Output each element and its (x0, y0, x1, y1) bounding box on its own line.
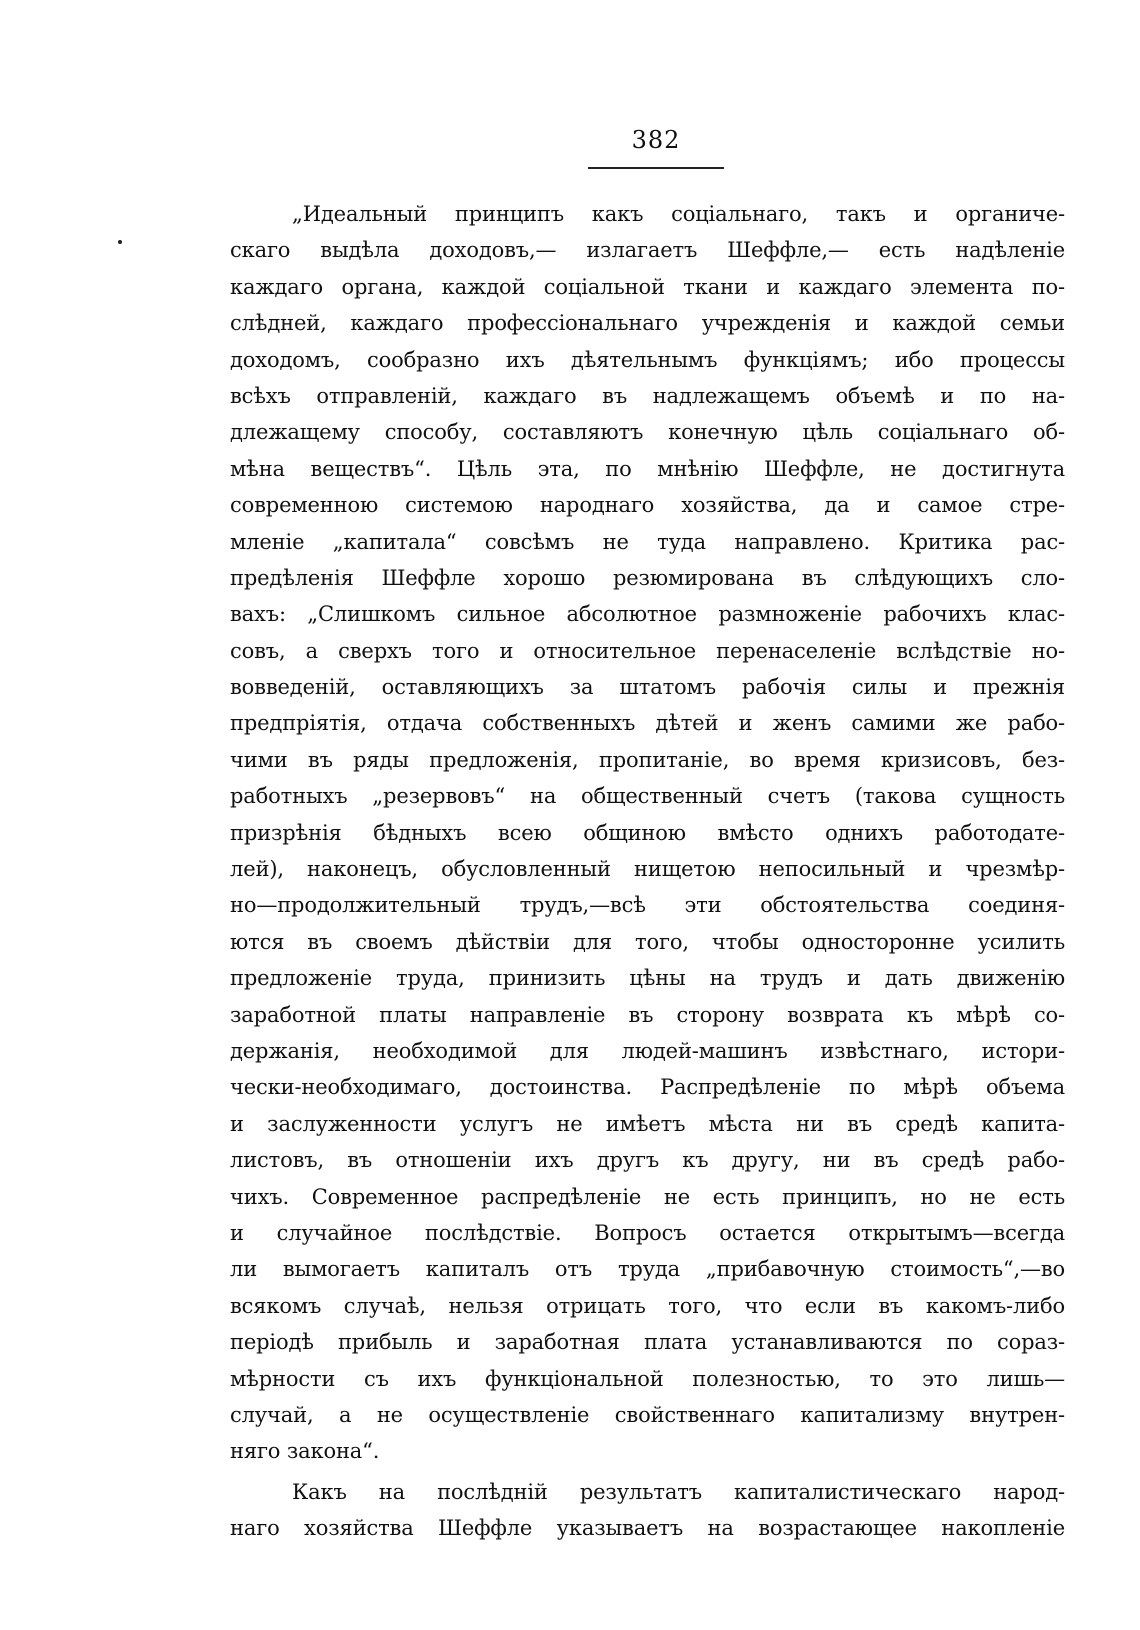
text-line: всѣхъ отправленій, каждаго въ надлежащемъ объемѣ и по на- (230, 383, 1065, 408)
text-line: мѣрности съ ихъ функціональной полезностью, то это лишь— (230, 1366, 1065, 1391)
margin-speck (118, 240, 122, 244)
text-line: чихъ. Современное распредѣленіе не есть принципъ, но не есть (230, 1184, 1065, 1209)
page-number: 382 (631, 126, 681, 154)
text-line: мленіе „капитала“ совсѣмъ не туда направлено. Критика рас- (230, 529, 1065, 554)
text-line: каждаго органа, каждой соціальной ткани и каждаго элемента по- (230, 274, 1065, 299)
text-line: но—продолжительный трудъ,—всѣ эти обстоятельства соединя- (230, 893, 1065, 918)
text-line: „Идеальный принципъ какъ соціальнаго, такъ и органиче- (292, 202, 1065, 226)
text-line: работныхъ „резервовъ“ на общественный счетъ (такова сущность (230, 784, 1065, 809)
text-line: слѣдней, каждаго профессіональнаго учрежденія и каждой семьи (230, 311, 1065, 336)
page-number-rule (588, 167, 724, 169)
body-text (230, 196, 1065, 1546)
text-line: и случайное послѣдствіе. Вопросъ остается открытымъ—всегда (230, 1220, 1065, 1245)
text-line: предпріятія, отдача собственныхъ дѣтей и женъ самими же рабо- (230, 711, 1065, 736)
text-line: Какъ на послѣдній результатъ капиталистическаго народ- (292, 1479, 1065, 1504)
text-line: всякомъ случаѣ, нельзя отрицать того, что если въ какомъ-либо (230, 1293, 1065, 1318)
text-line: длежащему способу, составляютъ конечную цѣль соціальнаго об- (230, 420, 1065, 445)
text-line: вовведеній, оставляющихъ за штатомъ рабочія силы и прежнія (230, 675, 1065, 700)
text-line: современною системою народнаго хозяйства, да и самое стре- (230, 493, 1065, 518)
text-line: чески-необходимаго, достоинства. Распредѣленіе по мѣрѣ объема (230, 1075, 1065, 1100)
text-line: скаго выдѣла доходовъ,— излагаетъ Шеффле,— есть надѣленіе (230, 238, 1065, 263)
text-line: совъ, а сверхъ того и относительное перенаселеніе вслѣдствіе но- (230, 638, 1065, 663)
text-line: листовъ, въ отношеніи ихъ другъ къ другу, ни въ средѣ рабо- (230, 1148, 1065, 1173)
text-line: наго хозяйства Шеффле указываетъ на возрастающее накопленіе (230, 1516, 1065, 1541)
text-line: предложеніе труда, принизить цѣны на трудъ и дать движенію (230, 966, 1065, 991)
text-line: періодѣ прибыль и заработная плата устанавливаются по сораз- (230, 1330, 1065, 1355)
text-line: доходомъ, сообразно ихъ дѣятельнымъ функціямъ; ибо процессы (230, 347, 1065, 372)
text-line: лей), наконецъ, обусловленный нищетою непосильный и чрезмѣр- (230, 857, 1065, 882)
text-line: случай, а не осуществленіе свойственнаго капитализму внутрен- (230, 1402, 1065, 1427)
text-line: предѣленія Шеффле хорошо резюмирована въ слѣдующихъ сло- (230, 565, 1065, 590)
text-line: призрѣнія бѣдныхъ всею общиною вмѣсто одниxъ работодате- (230, 820, 1065, 845)
text-line: няго закона“. (230, 1439, 380, 1464)
text-line: и заслуженности услугъ не имѣетъ мѣста ни въ средѣ капита- (230, 1111, 1065, 1136)
text-line: ли вымогаетъ капиталъ отъ труда „прибавочную стоимость“,—во (230, 1257, 1065, 1282)
text-line: заработной платы направленіе въ сторону возврата къ мѣрѣ со- (230, 1002, 1065, 1027)
text-line: мѣна веществъ“. Цѣль эта, по мнѣнію Шеффле, не достигнута (230, 456, 1065, 481)
text-line: ются въ своемъ дѣйствіи для того, чтобы односторонне усилить (230, 929, 1065, 954)
text-line: чими въ ряды предложенія, пропитаніе, во время кризисовъ, без- (230, 747, 1065, 772)
text-line: вахъ: „Слишкомъ сильное абсолютное размноженіе рабочихъ клас- (230, 602, 1065, 627)
text-line: держанія, необходимой для людей-машинъ извѣстнаго, истори- (230, 1038, 1065, 1063)
